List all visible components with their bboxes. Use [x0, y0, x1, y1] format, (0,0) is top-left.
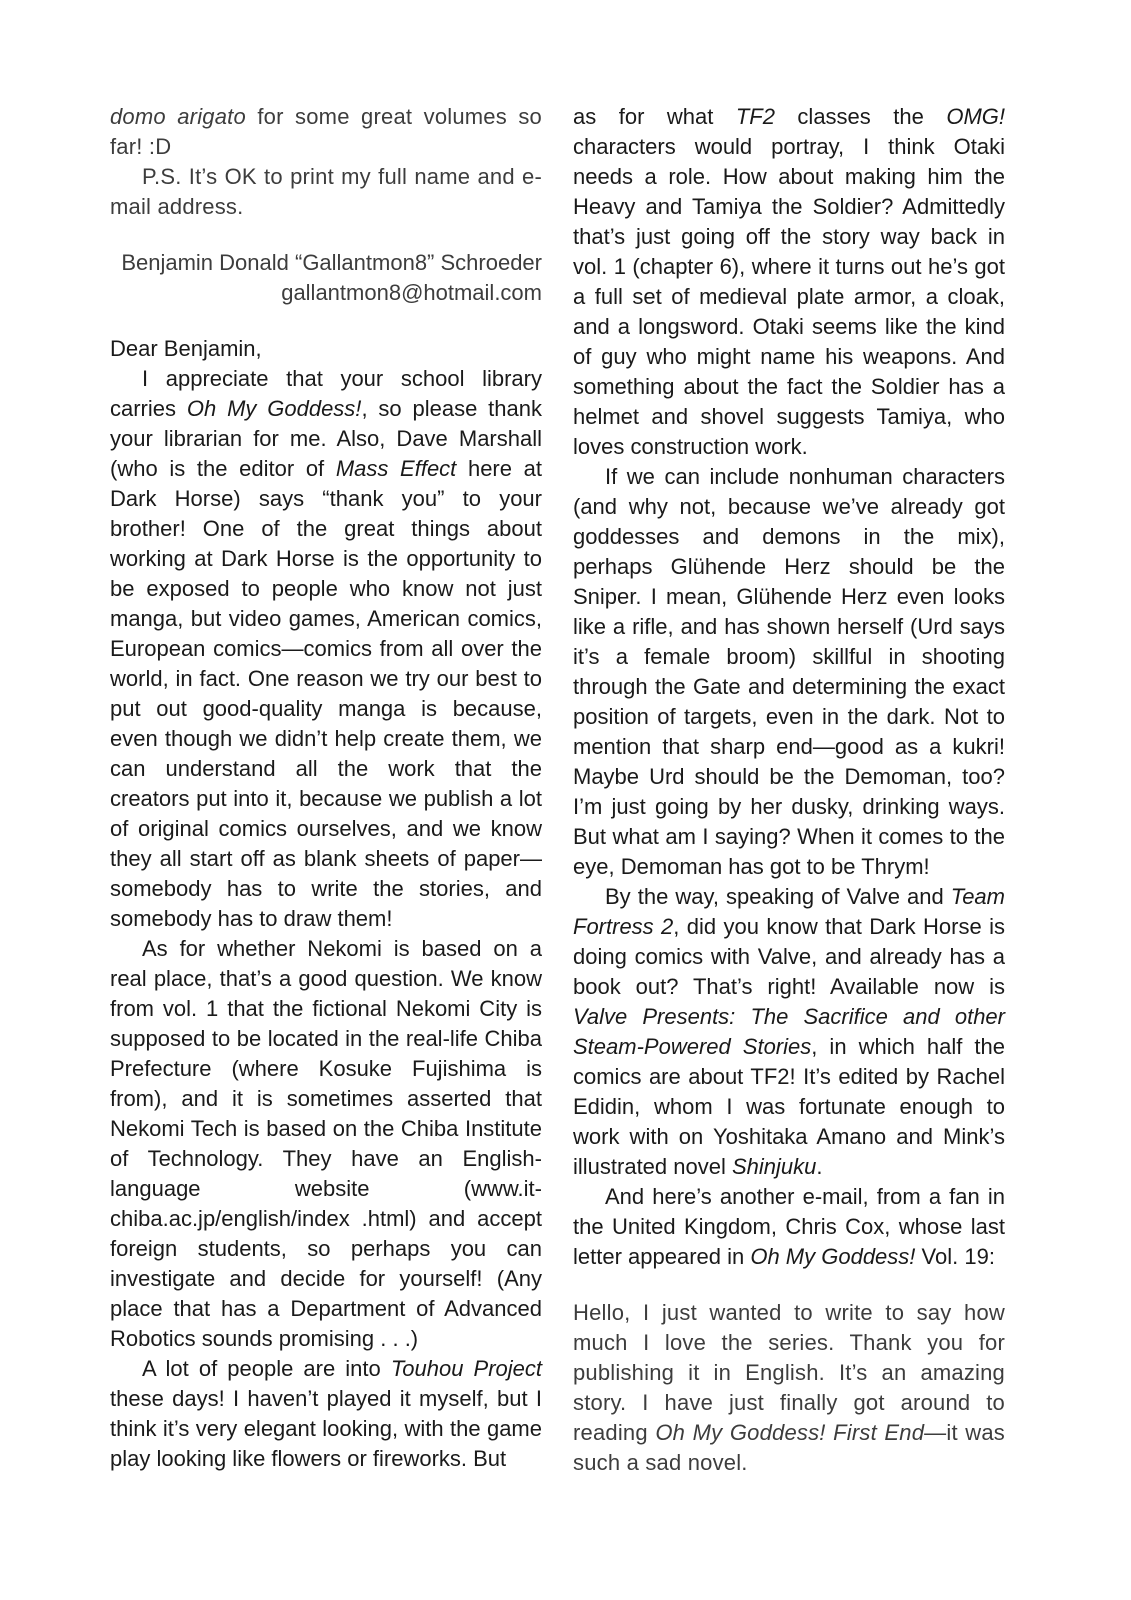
title-emphasis: Oh My Goddess! [750, 1244, 916, 1269]
reply-paragraph-3: A lot of people are into Touhou Project these days! I haven’t played it myself, but I think it’s very elegant looking, with the game play looking like flowers or fireworks. But [110, 1356, 542, 1471]
title-emphasis: Oh My Goddess! [186, 396, 362, 421]
reply-salutation: Dear Benjamin, [110, 336, 262, 361]
title-emphasis: Shinjuku [731, 1154, 817, 1179]
title-emphasis: Touhou Project [390, 1356, 542, 1381]
title-emphasis: Team Fortress 2 [573, 884, 1005, 939]
reply-paragraph-4: as for what TF2 classes the OMG! characters would portray, I think Otaki needs a role. How about making him the Heavy and Tamiya the Soldier? Admittedly that’s just going off the story way back in vol. 1 (chapter 6), where it turns out he’s got a full set of medieval plate armor, a cloak, and a longsword. Otaki seems like the kind of guy who might name his weapons. And something about the fact the Soldier has a helmet and shovel suggests Tamiya, who loves construction work. [573, 104, 1006, 459]
fan-letter-2: Hello, I just wanted to write to say how much I love the series. Thank you for publishing it in English. It’s an amazing story. I have just finally got around to reading Oh My Goddess! First End—it was such a sad novel. [573, 1300, 1005, 1475]
signature-email: gallantmon8@hotmail.com [281, 280, 542, 305]
title-emphasis: Valve Presents: The Sacrifice and other Steam-Powered Stories [573, 1004, 1005, 1059]
fan-letter-closing [110, 102, 542, 162]
signature-name: Benjamin Donald “Gallantmon8” Schroeder [121, 250, 542, 275]
letter-text: for some great volumes so far! :D [110, 104, 542, 159]
reply-paragraph-7: And here’s another e-mail, from a fan in the United Kingdom, Chris Cox, whose last letter appeared in Oh My Goddess! Vol. 19: [573, 1184, 1005, 1269]
left-column [110, 102, 542, 1474]
reply-paragraph-5: If we can include nonhuman characters (and why not, because we’ve already got goddesses and demons in the mix), perhaps Glühende Herz should be the Sniper. I mean, Glühende Herz even looks like a rifle, and has shown herself (Urd says it’s a female broom) skillful in shooting through the Gate and determining the exact position of targets, even in the dark. Not to mention that sharp end—good as a kukri! Maybe Urd should be the Demoman, too? I’m just going by her dusky, drinking ways. But what am I saying? When it comes to the eye, Demoman has got to be Thrym! [573, 464, 1005, 879]
right-column [573, 102, 1005, 1478]
reply-paragraph-1: I appreciate that your school library carries Oh My Goddess!, so please thank your librarian for me. Also, Dave Marshall (who is the editor of Mass Effect here at Dark Horse) says “thank you” to your brother! One of the great things about working at Dark Horse is the opportunity to be exposed to people who know not just manga, but video games, American comics, European comics—comics from all over the world, in fact. One reason we try our best to put out good-quality manga is because, even though we didn’t help create them, we can understand all the work that the creators put into it, because we publish a lot of original comics ourselves, and we know they all start off as blank sheets of paper—somebody has to write the stories, and somebody has to draw them! [110, 366, 542, 931]
reply-paragraph-6: By the way, speaking of Valve and Team Fortress 2, did you know that Dark Horse is doing comics with Valve, and already has a book out? That’s right! Available now is Valve Presents: The Sacrifice and other Steam-Powered Stories, in which half the comics are about TF2! It’s edited by Rachel Edidin, whom I was fortunate enough to work with on Yoshitaka Amano and Mink’s illustrated novel Shinjuku. [573, 884, 1005, 1179]
title-emphasis: TF2 [735, 104, 775, 129]
title-emphasis: OMG! [946, 104, 1006, 129]
title-emphasis: Mass Effect [335, 456, 457, 481]
fan-letter-postscript: P.S. It’s OK to print my full name and e-mail address. [110, 164, 542, 219]
title-emphasis: Oh My Goddess! First End [655, 1420, 925, 1445]
emphasis-text: domo arigato [110, 104, 246, 129]
reply-paragraph-2: As for whether Nekomi is based on a real place, that’s a good question. We know from vol. 1 that the fictional Nekomi City is supposed to be located in the real-life Chiba Prefecture (where Kosuke Fujishima is from), and it is sometimes asserted that Nekomi Tech is based on the Chiba Institute of Technology. They have an English-language website (www.it-chiba.ac.jp/english/index .html) and accept foreign students, so perhaps you can investigate and decide for yourself! (Any place that has a Department of Advanced Robotics sounds promising . . .) [110, 936, 542, 1351]
